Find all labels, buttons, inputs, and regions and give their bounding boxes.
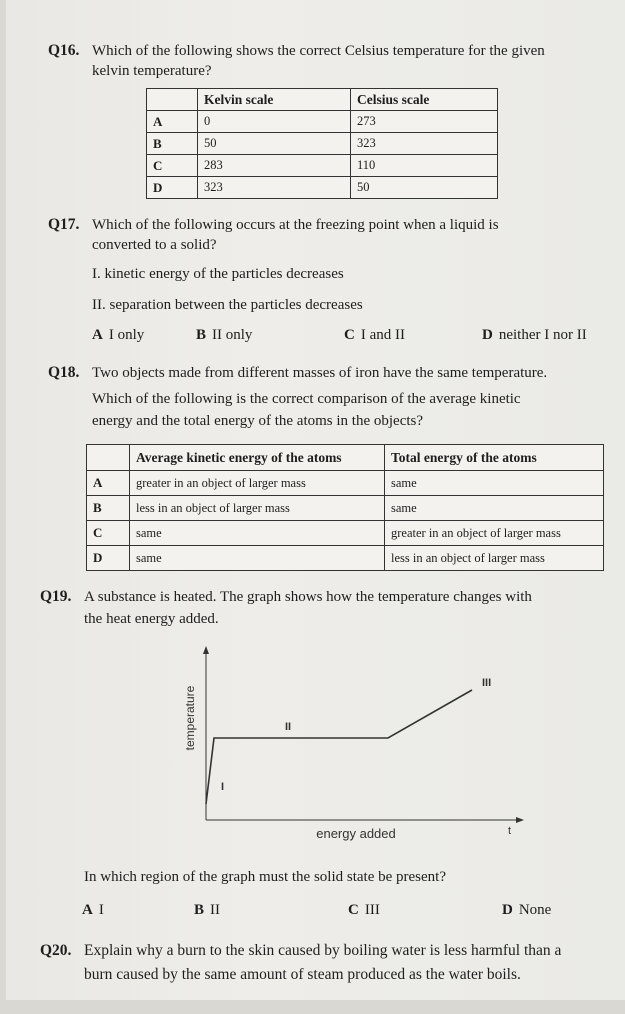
cell: same [130, 521, 385, 546]
option-letter: C [348, 902, 359, 918]
question-number: Q16. [48, 42, 80, 59]
option-letter: D [502, 902, 513, 918]
temperature-curve [206, 690, 472, 804]
option-letter: D [482, 327, 493, 343]
y-axis-arrow [203, 646, 209, 654]
cell: 273 [351, 111, 498, 133]
option-text: I only [108, 327, 145, 343]
question-text: A substance is heated. The graph shows how the temperature changes with [84, 589, 532, 605]
cell: same [385, 471, 604, 496]
region-label-ii: II [285, 721, 292, 733]
option-letter: B [194, 902, 205, 918]
option-text: II [210, 902, 221, 918]
statement-2: II. separation between the particles decreases [92, 297, 363, 313]
x-axis-label: energy added [316, 826, 396, 841]
option-text: I and II [360, 327, 405, 343]
option-b[interactable] [194, 902, 220, 919]
question-number: Q19. [40, 588, 72, 605]
row-label: B [147, 133, 198, 155]
row-label: D [87, 546, 130, 571]
cell: same [130, 546, 385, 571]
option-text: None [518, 902, 552, 918]
option-c[interactable] [348, 902, 380, 919]
question-text: Two objects made from different masses of iron have the same temperature. [92, 365, 548, 381]
option-text: II only [212, 327, 253, 343]
question-text: the heat energy added. [84, 611, 219, 627]
question-text: kelvin temperature? [92, 63, 212, 79]
cell: 283 [198, 155, 351, 177]
row-label: C [87, 521, 130, 546]
option-letter: A [82, 902, 93, 918]
table-header: Celsius scale [351, 89, 498, 111]
question-text: burn caused by the same amount of steam produced as the water boils. [84, 966, 521, 983]
option-text: III [364, 902, 380, 918]
question-number: Q17. [48, 216, 80, 233]
question-text: Which of the following is the correct comparison of the average kinetic [92, 391, 521, 407]
cell: 0 [198, 111, 351, 133]
statement-1: I. kinetic energy of the particles decreases [92, 266, 344, 282]
option-letter: A [92, 327, 103, 343]
row-label: A [87, 471, 130, 496]
table-header: Kelvin scale [198, 89, 351, 111]
x-axis-arrow [516, 817, 524, 823]
x-axis-end-label: t [508, 825, 512, 837]
question-text: converted to a solid? [92, 237, 217, 253]
row-label: A [147, 111, 198, 133]
row-label: B [87, 496, 130, 521]
cell: greater in an object of larger mass [130, 471, 385, 496]
option-d[interactable] [502, 902, 551, 919]
table-header: Total energy of the atoms [385, 445, 604, 471]
question-text: energy and the total energy of the atoms in the objects? [92, 413, 424, 429]
cell: 110 [351, 155, 498, 177]
option-text: I [98, 902, 104, 918]
question-prompt: In which region of the graph must the solid state be present? [84, 869, 446, 885]
option-letter: B [196, 327, 207, 343]
question-text: Explain why a burn to the skin caused by boiling water is less harmful than a [84, 942, 562, 959]
question-number: Q18. [48, 364, 80, 381]
row-label: C [147, 155, 198, 177]
table-header: Average kinetic energy of the atoms [130, 445, 385, 471]
question-text: Which of the following shows the correct Celsius temperature for the given [92, 43, 545, 59]
cell: less in an object of larger mass [130, 496, 385, 521]
cell: 50 [351, 177, 498, 199]
question-text: Which of the following occurs at the freezing point when a liquid is [92, 217, 499, 233]
question-number: Q20. [40, 942, 72, 959]
row-label: D [147, 177, 198, 199]
cell: less in an object of larger mass [385, 546, 604, 571]
heating-curve-graph [6, 0, 625, 860]
cell: greater in an object of larger mass [385, 521, 604, 546]
region-label-iii: III [482, 677, 492, 689]
cell: 50 [198, 133, 351, 155]
textbook-page [6, 0, 625, 1000]
cell: 323 [198, 177, 351, 199]
cell: 323 [351, 133, 498, 155]
y-axis-label: temperature [183, 685, 197, 751]
cell: same [385, 496, 604, 521]
region-label-i: I [221, 781, 225, 793]
option-a[interactable] [82, 902, 104, 919]
option-letter: C [344, 327, 355, 343]
option-text: neither I nor II [498, 327, 587, 343]
